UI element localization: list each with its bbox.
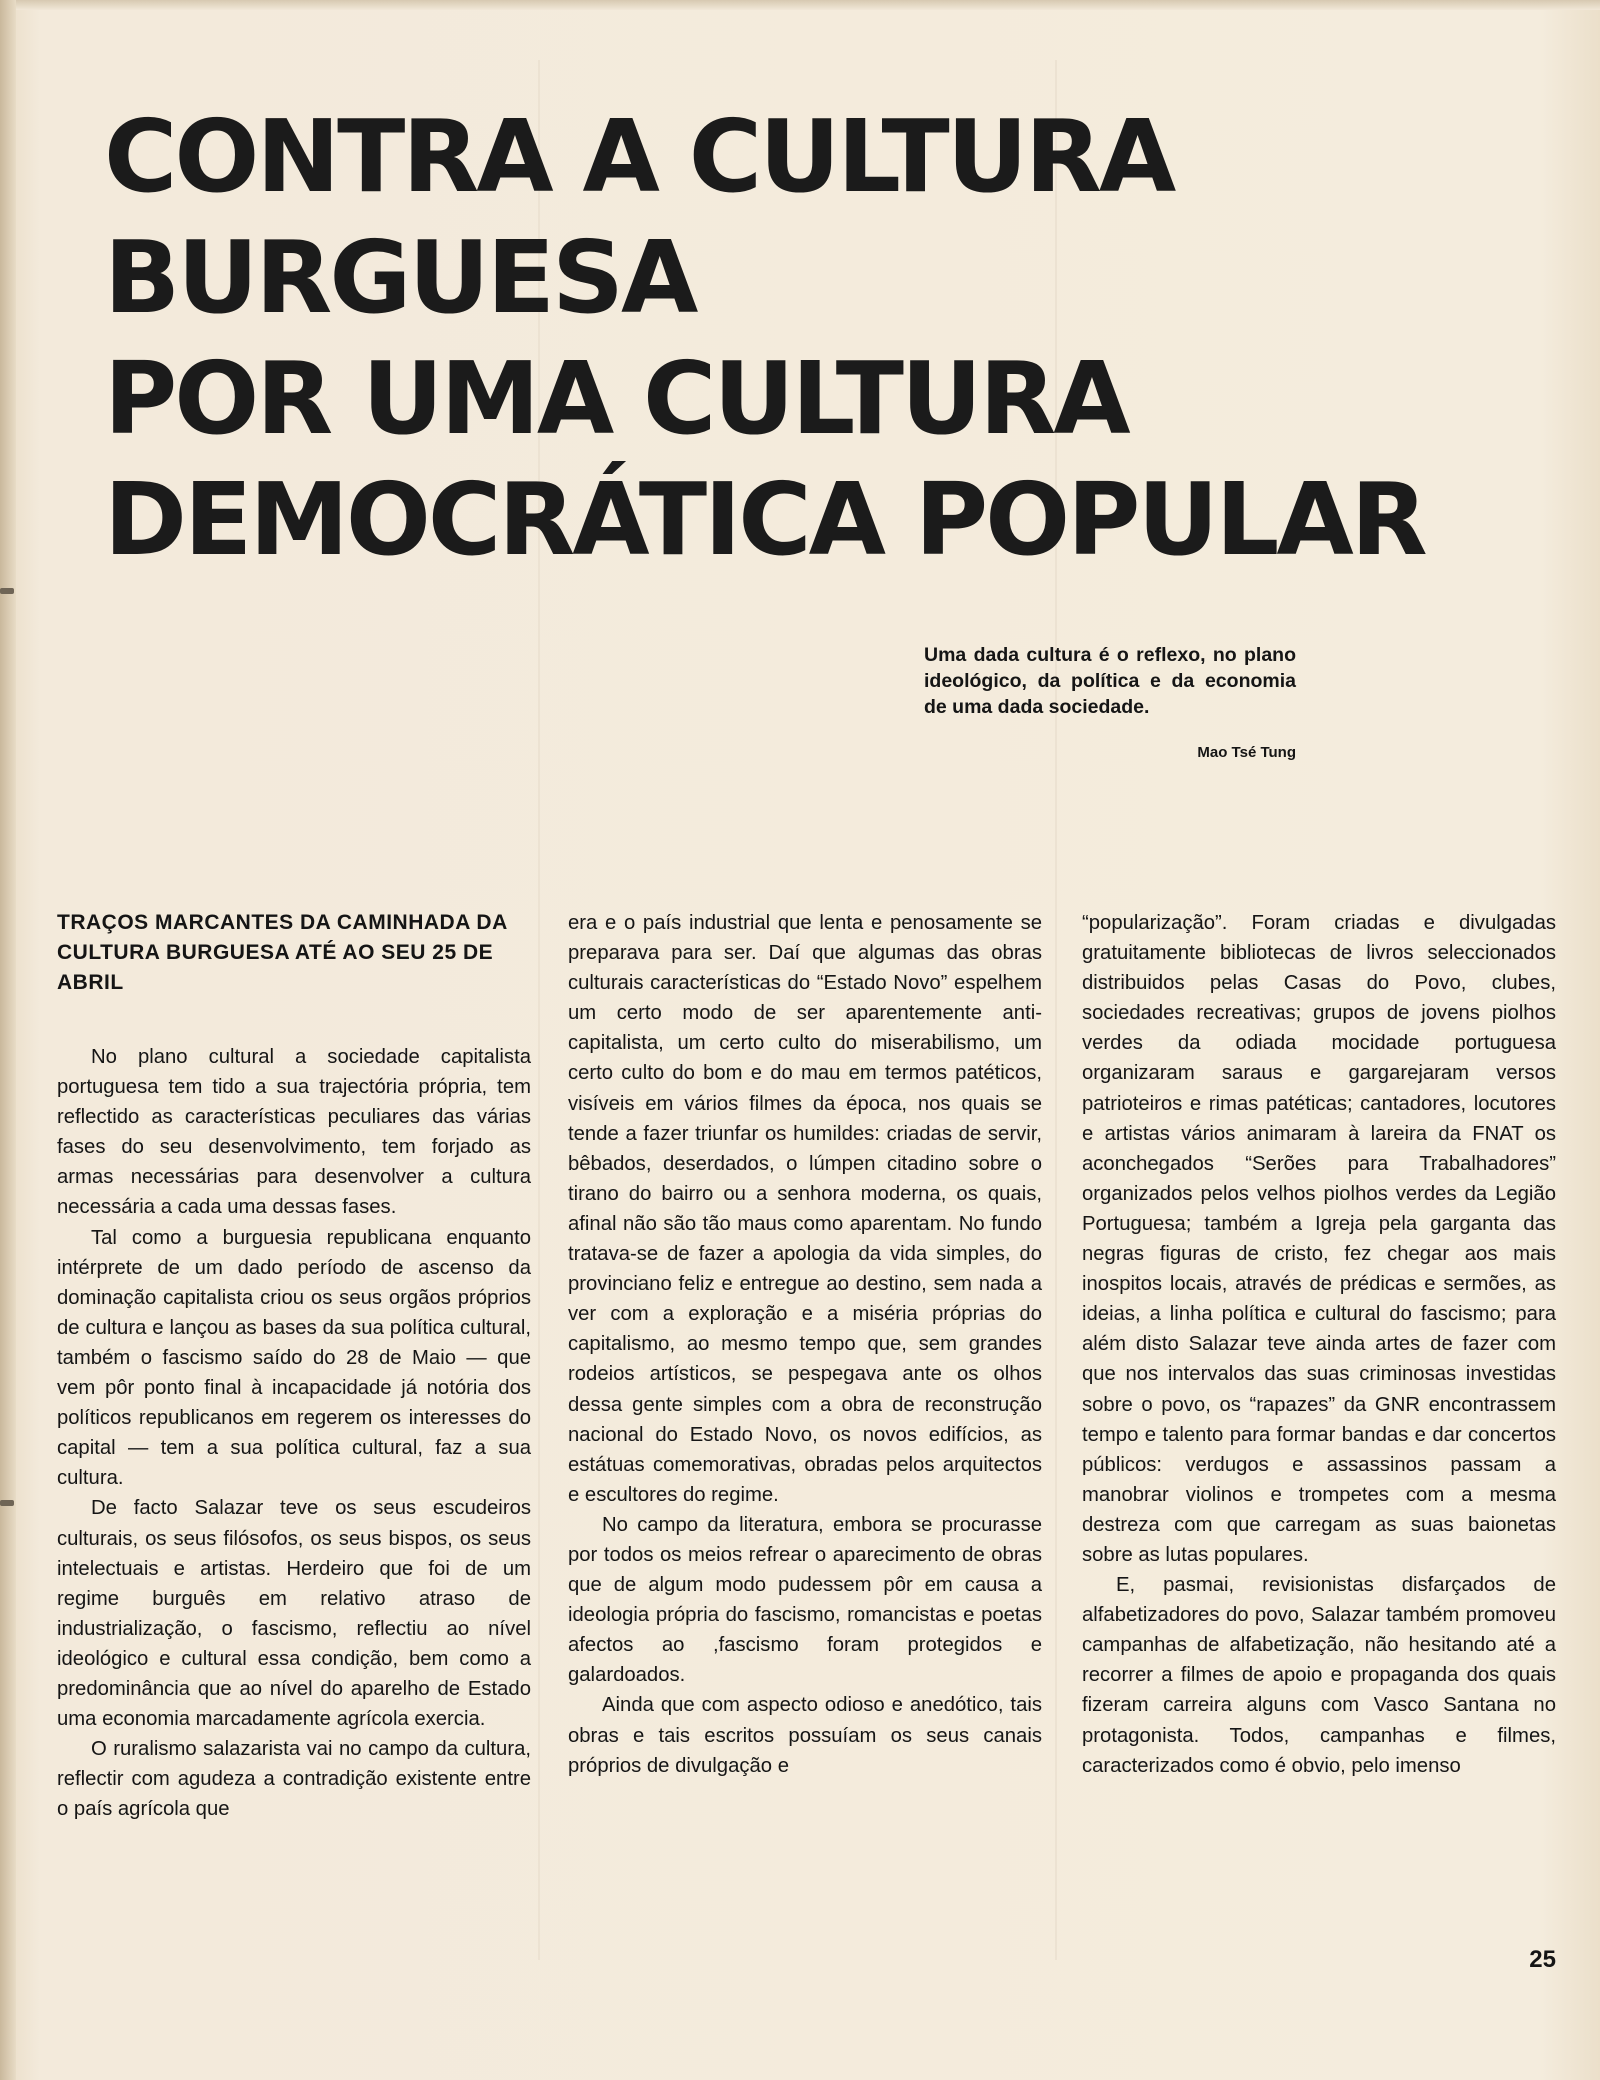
paragraph: Tal como a burguesia republicana enquanto intérprete de um dado período de ascenso da dominação capitalista criou os seus orgãos próprios de cultura e lançou as bases da sua política cultural, também o fascismo saído do 28 de Maio — que vem pôr ponto final à incapacidade já notória dos políticos republicanos em regerem os interesses do capital — tem a sua política cultural, faz a sua cultura. <box>57 1226 531 1490</box>
page-top-edge <box>0 0 1600 10</box>
page-title <box>104 96 1564 580</box>
paragraph: E, pasmai, revisionistas disfarçados de alfabetizadores do povo, Salazar também promoveu campanhas de alfabetização, não hesitando até a recorrer a filmes de apoio e propaganda dos quais fizeram carreira alguns com Vasco Santana no protagonista. Todos, campanhas e filmes, caracterizados como é obvio, pelo imenso <box>1082 1574 1556 1777</box>
paragraph: Ainda que com aspecto odioso e anedótico, tais obras e tais escritos possuíam os seus canais próprios de divulgação e <box>568 1694 1042 1777</box>
staple <box>0 588 14 594</box>
epigraph-author: Mao Tsé Tung <box>1197 744 1296 761</box>
paragraph: O ruralismo salazarista vai no campo da cultura, reflectir com agudeza a contradição existente entre o país agrícola que <box>57 1738 531 1821</box>
paragraph: “popularização”. Foram criadas e divulgadas gratuitamente bibliotecas de livros seleccionados distribuidos pelas Casas do Povo, clubes, sociedades recreativas; grupos de jovens piolhos verdes da odiada mocidade portuguesa organizaram saraus e gargarejaram versos patrioteiros e rimas patéticas; cantadores, locutores e artistas vários animaram à lareira da FNAT os aconchegados “Serões para Trabalhadores” organizados pelos velhos piolhos verdes da Legião Portuguesa; também a Igreja pela garganta das negras figuras de cristo, fez chegar aos mais inospitos locais, através de prédicas e sermões, as ideias, a linha política e cultural do fascismo; para além disto Salazar teve ainda artes de fazer com que nos intervalos das suas criminosas investidas sobre o povo, os “rapazes” da GNR encontrassem tempo e talento para formar bandas e dar concertos públicos: verdugos e assassinos passam a manobrar violinos e trompetes com a mesma destreza com que carregam as suas baionetas sobre as lutas populares. <box>1082 912 1556 1566</box>
title-line: POR UMA CULTURA <box>104 340 1128 457</box>
page-binding <box>0 0 16 2080</box>
page-number: 25 <box>1529 1946 1556 1973</box>
article-column-3 <box>1082 908 1556 1781</box>
staple <box>0 1500 14 1506</box>
epigraph-quote: Uma dada cultura é o reflexo, no plano ideológico, da política e da economia de uma dada sociedade. <box>924 644 1296 718</box>
title-line: DEMOCRÁTICA POPULAR <box>104 461 1425 578</box>
paragraph: No plano cultural a sociedade capitalista portuguesa tem tido a sua trajectória própria, tem reflectido as características peculiares das várias fases do seu desenvolvimento, tem forjado as armas necessárias para desenvolver a cultura necessária a cada uma dessas fases. <box>57 1046 531 1219</box>
article-column-2 <box>568 908 1042 1781</box>
article-column-1 <box>57 908 531 1824</box>
paragraph: No campo da literatura, embora se procurasse por todos os meios refrear o aparecimento de obras que de algum modo pudessem pôr em causa a ideologia própria do fascismo, romancistas e poetas afectos ao ,fascismo foram protegidos e galardoados. <box>568 1513 1042 1687</box>
title-line: CONTRA A CULTURA BURGUESA <box>104 98 1174 336</box>
section-heading: TRAÇOS MARCANTES DA CAMINHADA DA CULTURA BURGUESA ATÉ AO SEU 25 DE ABRIL <box>57 911 507 994</box>
paragraph: De facto Salazar teve os seus escudeiros culturais, os seus filósofos, os seus bispos, os seus intelectuais e artistas. Herdeiro que foi de um regime burguês em relativo atraso de industrialização, o fascismo, reflectiu ao nível ideológico e cultural essa condição, bem como a predominância que ao nível do aparelho de Estado uma economia marcadamente agrícola exercia. <box>57 1497 531 1731</box>
paragraph: era e o país industrial que lenta e penosamente se preparava para ser. Daí que algumas das obras culturais características do “Estado Novo” espelhem um certo modo de ser aparentemente anti-capitalista, um certo culto do miserabilismo, um certo culto do bom e do mau em termos patéticos, visíveis em vários filmes da época, nos quais se tende a fazer triunfar os humildes: criadas de servir, bêbados, deserdados, o lúmpen citadino sobre o tirano do bairro ou a senhora moderna, os quais, afinal não são tão maus como aparentam. No fundo tratava-se de fazer a apologia da vida simples, do provinciano feliz e entregue ao destino, sem nada a ver com a exploração e a miséria próprias do capitalismo, ao mesmo tempo que, sem grandes rodeios artísticos, se pespegava ante os olhos dessa gente simples com a obra de reconstrução nacional do Estado Novo, os novos edifícios, as estátuas comemorativas, obradas pelos arquitectos e escultores do regime. <box>568 912 1042 1506</box>
